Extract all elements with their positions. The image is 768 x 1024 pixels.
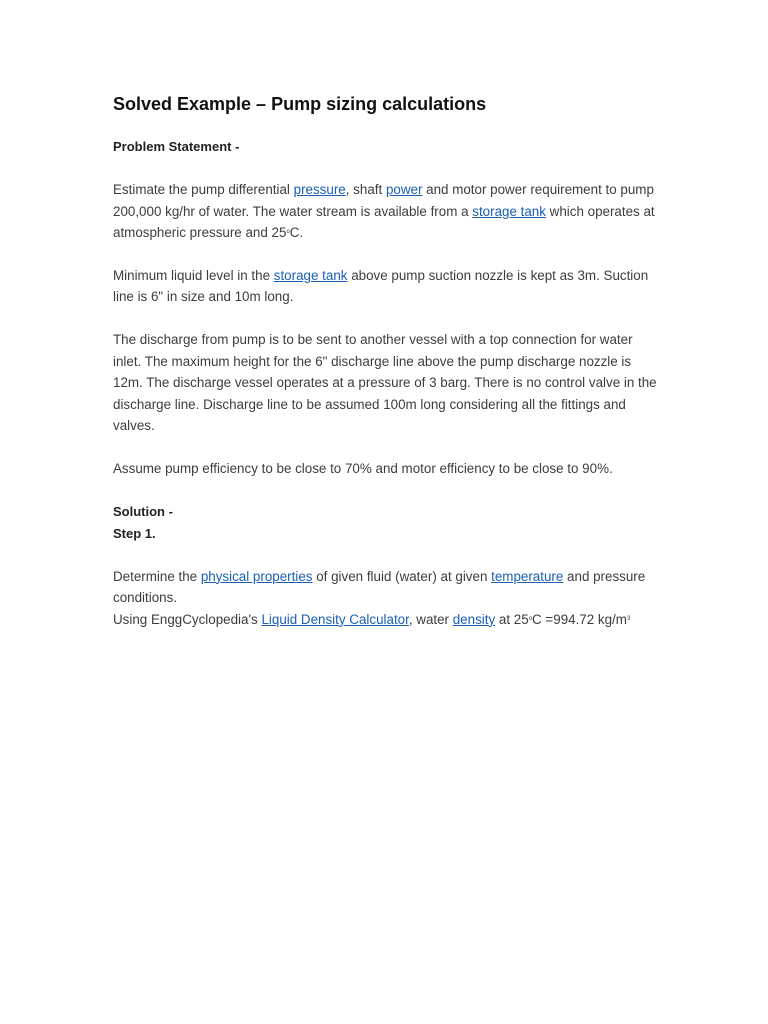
solution-label: Solution - bbox=[113, 503, 173, 519]
link-power[interactable]: power bbox=[385, 182, 423, 197]
text-span: Minimum liquid level in the bbox=[113, 267, 274, 283]
link-storage-tank[interactable]: storage tank bbox=[472, 203, 546, 219]
text-span: and pressure conditions. bbox=[113, 568, 646, 606]
text-span: Determine the bbox=[113, 568, 201, 584]
text-span: above pump suction nozzle is kept as 3m. Suction line is 6" in size and 10m long. bbox=[113, 267, 649, 305]
cubed-superscript: 3 bbox=[626, 615, 631, 622]
link-storage-tank-2[interactable]: storage tank bbox=[273, 267, 348, 283]
problem-statement-label: Problem Statement - bbox=[113, 139, 240, 154]
text-span: , water bbox=[408, 611, 453, 627]
link-liquid-density-calculator[interactable]: Liquid Density Calculator bbox=[261, 611, 409, 627]
link-pressure[interactable]: pressure bbox=[293, 182, 346, 197]
text-span: Estimate the pump differential bbox=[113, 182, 294, 197]
problem-paragraph-3: The discharge from pump is to be sent to another vessel with a top connection for water inlet. The maximum height for the 6" discharge line above the pump discharge nozzle is 12m. The discharge vessel operates at a pressure of 3 barg. There is no control valve in the discharge line. Discharge line to be assumed 100m long considering all the fittings and valves. bbox=[113, 331, 657, 434]
text-span: Using EnggCyclopedia's bbox=[113, 611, 262, 627]
problem-paragraph-2 bbox=[113, 265, 658, 308]
page-title: Solved Example – Pump sizing calculations bbox=[113, 94, 487, 114]
degree-superscript: o bbox=[286, 229, 290, 236]
link-temperature[interactable]: temperature bbox=[491, 568, 564, 584]
degree-superscript: o bbox=[528, 615, 533, 622]
text-span: , shaft bbox=[345, 182, 386, 197]
text-span: at 25 bbox=[495, 611, 529, 627]
link-density[interactable]: density bbox=[452, 611, 496, 627]
step-label: Step 1. bbox=[113, 525, 156, 541]
solution-paragraph-2 bbox=[113, 609, 658, 631]
text-span: which operates at atmospheric pressure and 25 bbox=[113, 203, 655, 241]
text-span: C. bbox=[289, 225, 304, 241]
solution-paragraph-1 bbox=[113, 566, 658, 609]
problem-paragraph-1 bbox=[113, 179, 658, 244]
problem-paragraph-4: Assume pump efficiency to be close to 70% and motor efficiency to be close to 90%. bbox=[113, 460, 613, 476]
link-physical-properties[interactable]: physical properties bbox=[200, 568, 313, 584]
text-span: and motor power requirement to pump 200,000 kg/hr of water. The water stream is available from a bbox=[113, 182, 654, 219]
text-span: C =994.72 kg/m bbox=[532, 611, 627, 627]
text-span: of given fluid (water) at given bbox=[312, 568, 492, 584]
